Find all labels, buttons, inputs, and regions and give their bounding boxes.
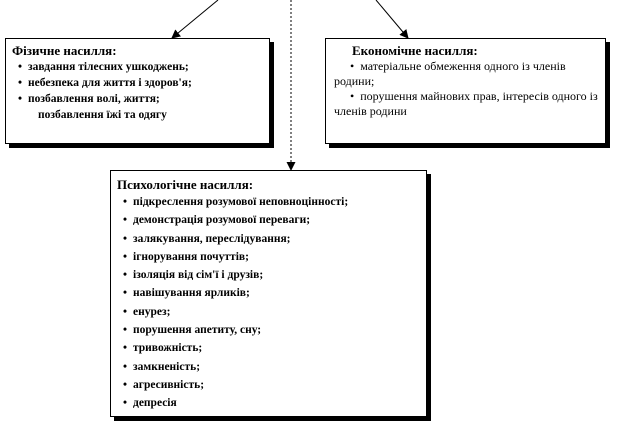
list-item-text: підкреслення розумової неповноцінності;: [133, 196, 349, 208]
list-item: [12, 91, 265, 107]
bullet-icon: •: [122, 324, 128, 337]
list-item: [117, 284, 422, 302]
list-item-text: агресивність;: [133, 378, 205, 391]
list-item: [117, 248, 422, 266]
list-item: [334, 89, 599, 119]
list-item: [117, 303, 422, 321]
bullet-icon: •: [122, 214, 128, 227]
bullet-icon: •: [122, 250, 128, 263]
list-item-text: депресія: [133, 397, 177, 410]
psychological-violence-box: [110, 170, 427, 417]
bullet-icon: •: [122, 397, 128, 410]
physical-violence-list: [12, 59, 265, 123]
bullet-icon: •: [350, 59, 355, 73]
bullet-icon: •: [17, 61, 23, 73]
economic-violence-box: [325, 38, 606, 144]
list-item-text: позбавлення волі, життя;: [28, 93, 160, 105]
physical-violence-box: [5, 38, 270, 144]
list-item-text: залякування, переслідування;: [133, 232, 291, 245]
list-item: [117, 193, 422, 211]
bullet-icon: •: [350, 89, 355, 103]
economic-violence-list: [334, 59, 599, 119]
list-item: [117, 339, 422, 357]
bullet-icon: •: [122, 232, 128, 245]
list-item: [117, 358, 422, 376]
bullet-icon: •: [122, 378, 128, 391]
list-item: [12, 75, 265, 91]
bullet-icon: •: [122, 360, 128, 373]
list-item-text: ігнорування почуттів;: [133, 250, 249, 263]
bullet-icon: •: [122, 269, 128, 282]
list-item-text: енурез;: [133, 305, 171, 318]
arrow-to-economic: [376, 0, 408, 38]
bullet-icon: •: [122, 196, 128, 208]
list-item: [12, 59, 265, 75]
list-item: [117, 266, 422, 284]
arrow-to-physical: [172, 0, 218, 38]
physical-violence-title: Фізичне насилля:: [12, 43, 117, 58]
bullet-icon: •: [122, 342, 128, 355]
psychological-violence-list: [117, 193, 422, 413]
list-item-text: порушення майнових прав, інтересів одного із членів родини: [334, 89, 598, 118]
bullet-icon: •: [17, 93, 23, 105]
list-item-text: демонстрація розумової переваги;: [133, 214, 311, 227]
list-item: [334, 59, 599, 89]
bullet-icon: •: [122, 305, 128, 318]
list-item-text: матеріальне обмеження одного із членів родини;: [334, 59, 566, 88]
list-item: [117, 376, 422, 394]
list-item-text: тривожність;: [133, 342, 203, 355]
bullet-icon: •: [122, 287, 128, 300]
list-item: [117, 321, 422, 339]
list-item-text: навішування ярликів;: [133, 287, 250, 300]
list-item-text: порушення апетиту, сну;: [133, 324, 262, 337]
list-item: [117, 230, 422, 248]
list-item-text: ізоляція від сім'ї і друзів;: [133, 269, 264, 282]
list-item-text: небезпека для життя і здоров'я;: [28, 77, 192, 89]
list-item-continuation: позбавлення їжі та одягу: [38, 109, 167, 121]
list-item-text: завдання тілесних ушкоджень;: [28, 61, 189, 73]
list-item: [117, 394, 422, 412]
economic-violence-title: Економічне насилля:: [352, 43, 478, 58]
psychological-violence-title: Психологічне насилля:: [117, 177, 254, 192]
list-item-text: замкненість;: [133, 360, 201, 373]
list-item: [117, 211, 422, 229]
bullet-icon: •: [17, 77, 23, 89]
